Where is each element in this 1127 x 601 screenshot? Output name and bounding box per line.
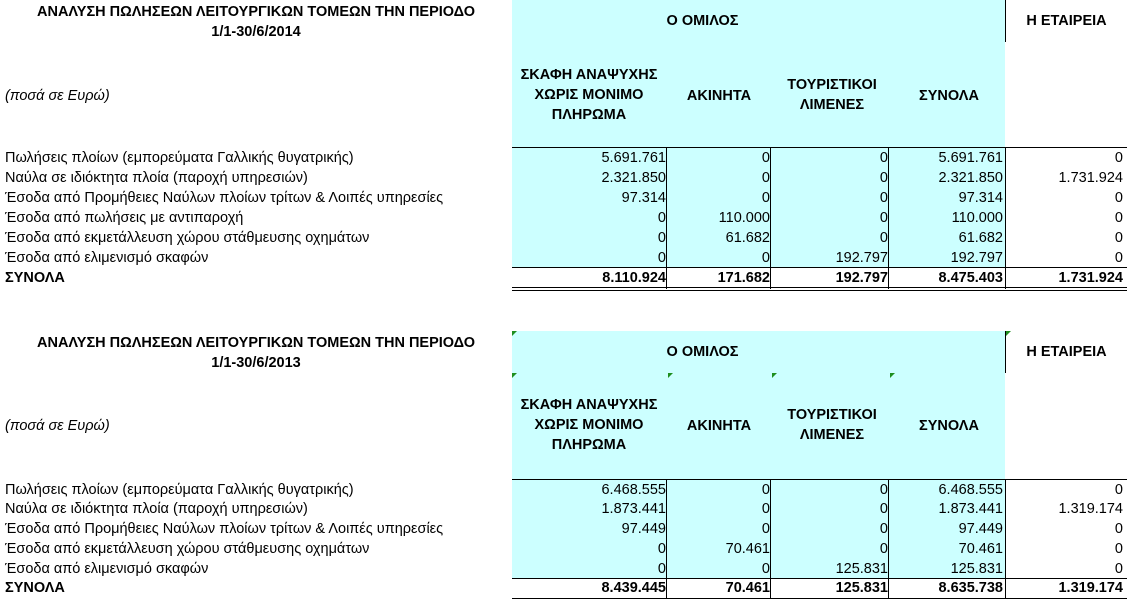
double-underline	[512, 287, 1127, 288]
comment-marker-icon	[772, 373, 777, 378]
totals-row	[0, 268, 1127, 288]
comment-marker-icon	[668, 373, 673, 378]
cell-real-estate: 0	[761, 482, 770, 498]
cell-company: 0	[1114, 482, 1123, 498]
cell-group-total: 97.314	[958, 190, 1003, 206]
table-row	[0, 480, 1127, 500]
column-header-totals: ΣΥΝΟΛΑ	[919, 88, 979, 104]
totals-row	[0, 578, 1127, 598]
cell-real-estate: 0	[761, 521, 770, 537]
cell-company: 1.319.174	[1058, 501, 1123, 517]
cell-company: 0	[1114, 190, 1123, 206]
cell-marinas: 192.797	[835, 250, 888, 266]
cell-real-estate: 110.000	[718, 210, 770, 226]
row-label: Πωλήσεις πλοίων (εμπορεύματα Γαλλικής θυγατρικής)	[5, 482, 354, 498]
table-row	[0, 539, 1127, 559]
cell-real-estate: 61.682	[725, 230, 770, 246]
column-header-marinas: ΤΟΥΡΙΣΤΙΚΟΙ ΛΙΜΕΝΕΣ	[787, 77, 877, 113]
group-header: Ο ΟΜΙΛΟΣ	[666, 344, 739, 360]
cell-marinas: 0	[879, 190, 888, 206]
cell-group-total: 192.797	[950, 250, 1003, 266]
cell-group-total: 5.691.761	[938, 150, 1003, 166]
table-period: 1/1-30/6/2014	[211, 24, 301, 40]
row-label: ΣΥΝΟΛΑ	[5, 580, 65, 596]
table-period: 1/1-30/6/2013	[211, 355, 301, 371]
column-header-totals: ΣΥΝΟΛΑ	[919, 418, 979, 434]
row-label: Έσοδα από εκμετάλλευση χώρου στάθμευσης οχημάτων	[5, 230, 370, 246]
cell-vessels: 0	[657, 230, 666, 246]
cell-real-estate: 0	[761, 250, 770, 266]
border	[1005, 578, 1006, 598]
cell-real-estate: 70.461	[725, 541, 770, 557]
table-row	[0, 188, 1127, 208]
cell-company: 1.731.924	[1058, 170, 1123, 186]
border	[1005, 331, 1006, 373]
cell-group-total: 61.682	[958, 230, 1003, 246]
cell-vessels: 97.314	[621, 190, 666, 206]
table-row	[0, 499, 1127, 519]
row-label: Έσοδα από πωλήσεις με αντιπαροχή	[5, 210, 244, 226]
cell-vessels: 0	[657, 561, 666, 577]
cell-real-estate: 0	[761, 190, 770, 206]
cell-vessels: 8.439.445	[601, 580, 666, 596]
cell-real-estate: 0	[761, 501, 770, 517]
cell-marinas: 125.831	[835, 580, 888, 596]
cell-vessels: 0	[657, 541, 666, 557]
row-label: Ναύλα σε ιδιόκτητα πλοία (παροχή υπηρεσιών)	[5, 501, 308, 517]
cell-group-total: 97.449	[958, 521, 1003, 537]
amounts-note: (ποσά σε Ευρώ)	[5, 418, 110, 434]
cell-vessels: 97.449	[621, 521, 666, 537]
border	[770, 268, 771, 289]
cell-company: 0	[1114, 561, 1123, 577]
cell-vessels: 5.691.761	[601, 150, 666, 166]
column-header-marinas: ΤΟΥΡΙΣΤΙΚΟΙ ΛΙΜΕΝΕΣ	[787, 407, 877, 443]
comment-marker-icon	[512, 373, 517, 378]
cell-vessels: 0	[657, 210, 666, 226]
cell-real-estate: 0	[761, 150, 770, 166]
border	[770, 578, 771, 598]
border	[666, 578, 667, 598]
row-label: Έσοδα από εκμετάλλευση χώρου στάθμευσης οχημάτων	[5, 541, 370, 557]
cell-company: 0	[1114, 150, 1123, 166]
column-header-vessels: ΣΚΑΦΗ ΑΝΑΨΥΧΗΣ ΧΩΡΙΣ ΜΟΝΙΜΟ ΠΛΗΡΩΜΑ	[520, 397, 658, 453]
row-label: Έσοδα από ελιμενισμό σκαφών	[5, 561, 209, 577]
border	[666, 268, 667, 289]
cell-marinas: 0	[879, 541, 888, 557]
cell-group-total: 125.831	[950, 561, 1003, 577]
table-row	[0, 208, 1127, 228]
comment-marker-icon	[512, 331, 517, 336]
cell-company: 0	[1114, 230, 1123, 246]
row-label: Έσοδα από Προμήθειες Ναύλων πλοίων τρίτων & Λοιπές υπηρεσίες	[5, 521, 444, 537]
cell-vessels: 8.110.924	[602, 270, 666, 286]
cell-real-estate: 0	[761, 561, 770, 577]
cell-vessels: 6.468.555	[601, 482, 666, 498]
company-header: Η ΕΤΑΙΡΕΙΑ	[1026, 13, 1107, 29]
column-header-vessels: ΣΚΑΦΗ ΑΝΑΨΥΧΗΣ ΧΩΡΙΣ ΜΟΝΙΜΟ ΠΛΗΡΩΜΑ	[520, 67, 658, 123]
cell-group-total: 110.000	[951, 210, 1003, 226]
row-label: Έσοδα από Προμήθειες Ναύλων πλοίων τρίτων & Λοιπές υπηρεσίες	[5, 190, 444, 206]
cell-group-total: 6.468.555	[938, 482, 1003, 498]
double-underline	[512, 598, 1127, 599]
border	[1005, 268, 1006, 289]
double-underline	[512, 290, 1127, 291]
cell-group-total: 8.475.403	[938, 270, 1003, 286]
cell-group-total: 2.321.850	[938, 170, 1003, 186]
cell-company: 0	[1114, 210, 1123, 226]
table-title: ΑΝΑΛΥΣΗ ΠΩΛΗΣΕΩΝ ΛΕΙΤΟΥΡΓΙΚΩΝ ΤΟΜΕΩΝ ΤΗΝ ΠΕΡΙΟΔΟ	[37, 335, 475, 351]
table-row	[0, 168, 1127, 188]
row-label: Ναύλα σε ιδιόκτητα πλοία (παροχή υπηρεσιών)	[5, 170, 308, 186]
cell-company: 0	[1114, 541, 1123, 557]
cell-marinas: 0	[879, 150, 888, 166]
cell-marinas: 0	[879, 521, 888, 537]
cell-marinas: 0	[879, 482, 888, 498]
row-label: Πωλήσεις πλοίων (εμπορεύματα Γαλλικής θυγατρικής)	[5, 150, 354, 166]
comment-marker-icon	[890, 373, 895, 378]
cell-group-total: 1.873.441	[938, 501, 1003, 517]
border	[888, 268, 889, 289]
cell-marinas: 0	[879, 170, 888, 186]
cell-group-total: 70.461	[958, 541, 1003, 557]
cell-vessels: 2.321.850	[601, 170, 666, 186]
company-header: Η ΕΤΑΙΡΕΙΑ	[1026, 344, 1107, 360]
border	[888, 578, 889, 598]
cell-real-estate: 70.461	[725, 580, 770, 596]
cell-company: 0	[1114, 250, 1123, 266]
table-row	[0, 148, 1127, 168]
cell-marinas: 125.831	[835, 561, 888, 577]
cell-vessels: 0	[657, 250, 666, 266]
row-label: Έσοδα από ελιμενισμό σκαφών	[5, 250, 209, 266]
cell-real-estate: 0	[761, 170, 770, 186]
row-label: ΣΥΝΟΛΑ	[5, 270, 65, 286]
cell-marinas: 0	[879, 230, 888, 246]
amounts-note: (ποσά σε Ευρώ)	[5, 88, 110, 104]
column-header-real-estate: ΑΚΙΝΗΤΑ	[686, 88, 752, 104]
column-header-real-estate: ΑΚΙΝΗΤΑ	[686, 418, 752, 434]
table-row	[0, 248, 1127, 268]
border	[1005, 0, 1006, 42]
cell-company: 0	[1114, 521, 1123, 537]
cell-real-estate: 171.682	[717, 270, 770, 286]
comment-marker-icon	[1006, 331, 1011, 336]
table-title: ΑΝΑΛΥΣΗ ΠΩΛΗΣΕΩΝ ΛΕΙΤΟΥΡΓΙΚΩΝ ΤΟΜΕΩΝ ΤΗΝ ΠΕΡΙΟΔΟ	[37, 4, 475, 20]
table-row	[0, 228, 1127, 248]
cell-marinas: 192.797	[835, 270, 888, 286]
cell-company: 1.731.924	[1058, 270, 1123, 286]
cell-marinas: 0	[879, 210, 888, 226]
table-row	[0, 519, 1127, 539]
cell-vessels: 1.873.441	[601, 501, 666, 517]
cell-company: 1.319.174	[1058, 580, 1123, 596]
cell-marinas: 0	[879, 501, 888, 517]
group-header: Ο ΟΜΙΛΟΣ	[666, 13, 739, 29]
cell-group-total: 8.635.738	[938, 580, 1003, 596]
table-row	[0, 559, 1127, 579]
